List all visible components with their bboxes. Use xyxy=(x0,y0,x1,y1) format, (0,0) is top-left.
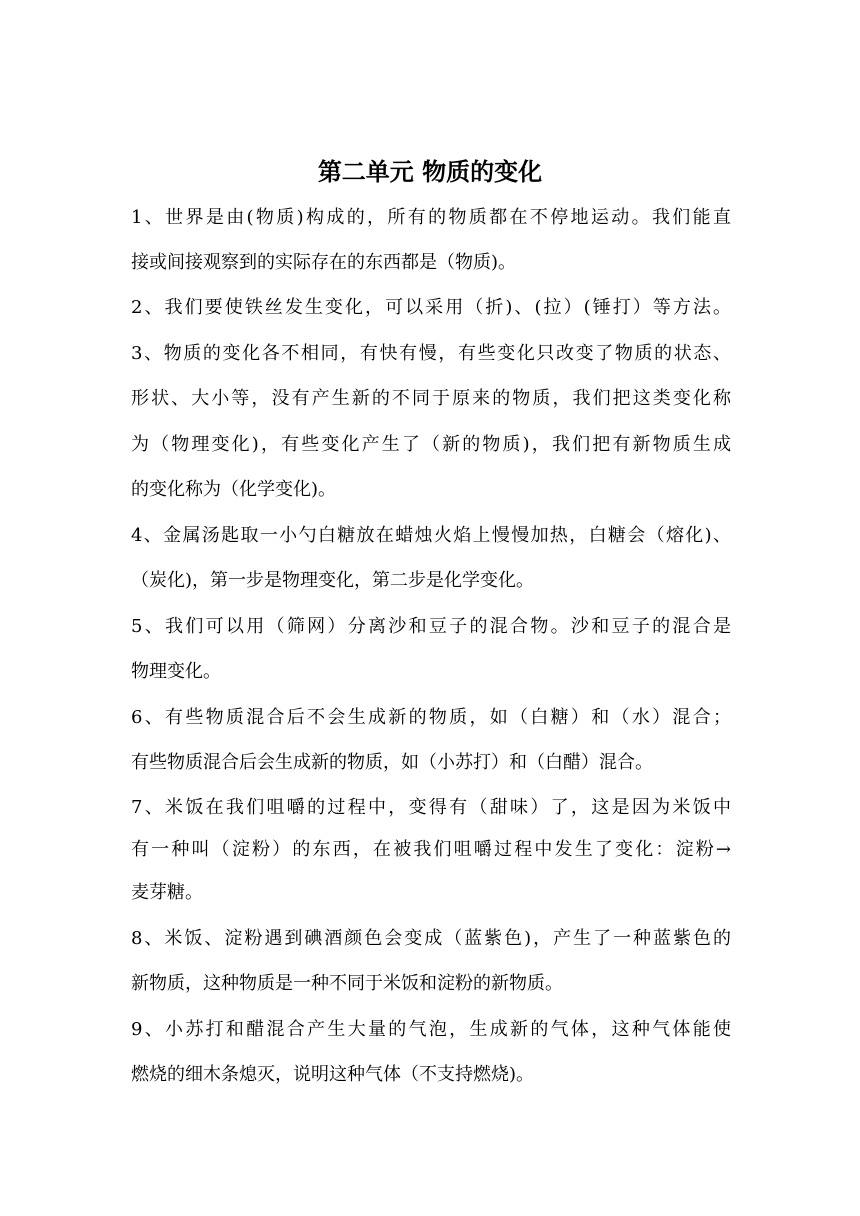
item-2-line-1: 2、我们要使铁丝发生变化，可以采用（折)、(拉）(锤打）等方法。 xyxy=(131,297,731,318)
item-6-line-2: 有些物质混合后会生成新的物质，如（小苏打）和（白醋）混合。 xyxy=(131,752,653,773)
item-6-line-1: 6、有些物质混合后不会生成新的物质，如（白糖）和（水）混合； xyxy=(131,707,731,728)
item-1-line-2: 接或间接观察到的实际存在的东西都是（物质)。 xyxy=(131,252,517,273)
item-7-line-3: 麦芽糖。 xyxy=(131,882,203,903)
item-9-line-1: 9、小苏打和醋混合产生大量的气泡，生成新的气体，这种气体能使 xyxy=(131,1019,731,1040)
item-8-line-1: 8、米饭、淀粉遇到碘酒颜色会变成（蓝紫色)，产生了一种蓝紫色的 xyxy=(131,928,731,949)
item-4-line-1: 4、金属汤匙取一小勺白糖放在蜡烛火焰上慢慢加热，白糖会（熔化)、 xyxy=(131,525,731,546)
item-1-line-1: 1、世界是由(物质)构成的，所有的物质都在不停地运动。我们能直 xyxy=(131,207,731,228)
item-5-line-2: 物理变化。 xyxy=(131,661,221,682)
item-9-line-2: 燃烧的细木条熄灭，说明这种气体（不支持燃烧)。 xyxy=(131,1064,535,1085)
item-3-line-1: 3、物质的变化各不相同，有快有慢，有些变化只改变了物质的状态、 xyxy=(131,343,731,364)
item-3-line-2: 形状、大小等，没有产生新的不同于原来的物质，我们把这类变化称 xyxy=(131,388,731,409)
item-5-line-1: 5、我们可以用（筛网）分离沙和豆子的混合物。沙和豆子的混合是 xyxy=(131,616,731,637)
item-4-line-2: （炭化)，第一步是物理变化，第二步是化学变化。 xyxy=(131,570,535,591)
item-7-line-1: 7、米饭在我们咀嚼的过程中，变得有（甜味）了，这是因为米饭中 xyxy=(131,797,731,818)
item-8-line-2: 新物质，这种物质是一种不同于米饭和淀粉的新物质。 xyxy=(131,973,563,994)
page-title: 第二单元 物质的变化 xyxy=(317,158,543,186)
item-3-line-3: 为（物理变化)，有些变化产生了（新的物质)，我们把有新物质生成 xyxy=(131,434,731,455)
item-7-line-2: 有一种叫（淀粉）的东西，在被我们咀嚼过程中发生了变化：淀粉→ xyxy=(131,839,731,860)
item-3-line-4: 的变化称为（化学变化)。 xyxy=(131,479,337,500)
